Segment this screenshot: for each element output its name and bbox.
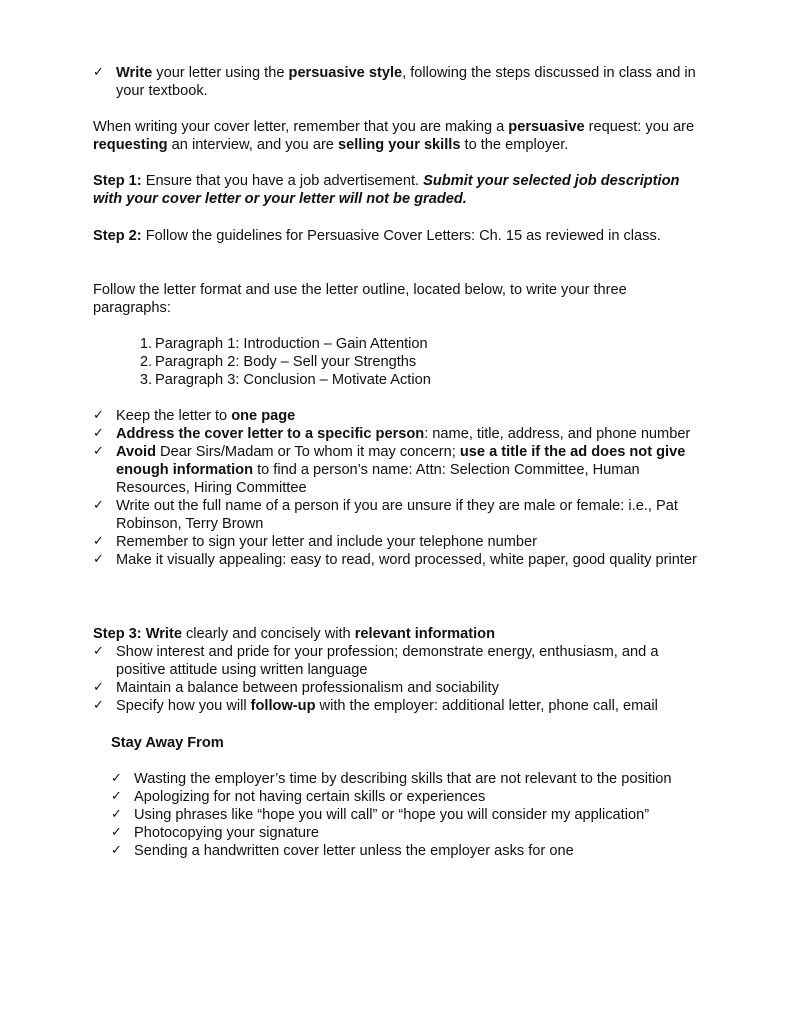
step-3-heading: Step 3: Write clearly and concisely with relevant information (93, 626, 496, 642)
check-icon: ✓ (111, 825, 122, 840)
check-item: ✓ Show interest and pride for your profession; demonstrate energy, enthusiasm, and a positive attitude using written language (93, 644, 659, 678)
step-2-paragraph: Step 2: Follow the guidelines for Persuasive Cover Letters: Ch. 15 as reviewed in class. (93, 228, 661, 244)
stay-away-heading: Stay Away From (111, 735, 224, 751)
check-icon: ✓ (93, 444, 104, 459)
check-icon: ✓ (93, 426, 104, 441)
check-item: ✓ Keep the letter to one page (93, 408, 296, 424)
step-3-label: Step 3: (93, 626, 142, 642)
step-1-paragraph: Step 1: Ensure that you have a job advertisement. Submit your selected job description with your cover letter or your letter will not be graded. (93, 173, 680, 207)
list-item: ✓ Sending a handwritten cover letter unless the employer asks for one (111, 843, 574, 859)
check-item: ✓ Avoid Dear Sirs/Madam or To whom it may concern; use a title if the ad does not give enough information to find a person’s name: Attn: Selection Committee, Human Resources, Hiring Committee (93, 444, 686, 496)
check-icon: ✓ (93, 534, 104, 549)
check-icon: ✓ (111, 843, 122, 858)
step-2-label: Step 2: (93, 228, 142, 244)
check-icon: ✓ (93, 644, 104, 659)
outline-item: 3. Paragraph 3: Conclusion – Motivate Action (139, 372, 431, 388)
list-item: ✓ Apologizing for not having certain skills or experiences (111, 789, 486, 805)
outline-item: 1. Paragraph 1: Introduction – Gain Attention (139, 336, 428, 352)
list-item: ✓ Wasting the employer’s time by describing skills that are not relevant to the position (111, 771, 672, 787)
check-item: ✓ Specify how you will follow-up with the employer: additional letter, phone call, email (93, 698, 658, 714)
intro-check-item: ✓ Write your letter using the persuasive style, following the steps discussed in class and in your textbook. (93, 65, 696, 99)
step-2-follow-paragraph: Follow the letter format and use the letter outline, located below, to write your three paragraphs: (93, 282, 627, 316)
check-icon: ✓ (93, 65, 104, 80)
check-icon: ✓ (111, 771, 122, 786)
outline-item: 2. Paragraph 2: Body – Sell your Strengths (139, 354, 417, 370)
list-item: ✓ Using phrases like “hope you will call” or “hope you will consider my application” (111, 807, 650, 823)
check-item: ✓ Address the cover letter to a specific person: name, title, address, and phone number (93, 426, 691, 442)
check-icon: ✓ (93, 552, 104, 567)
check-item: ✓ Remember to sign your letter and include your telephone number (93, 534, 538, 550)
check-icon: ✓ (93, 698, 104, 713)
list-item: ✓ Photocopying your signature (111, 825, 319, 841)
step-3-section (93, 625, 698, 715)
stay-away-list (111, 770, 698, 860)
outline-list (132, 335, 632, 389)
step-1-emphasis: Submit your selected job description with your cover letter or your letter will not be graded. (93, 173, 680, 207)
check-icon: ✓ (93, 498, 104, 513)
check-icon: ✓ (111, 789, 122, 804)
check-icon: ✓ (111, 807, 122, 822)
check-icon: ✓ (93, 680, 104, 695)
check-item: ✓ Write out the full name of a person if you are unsure if they are male or female: i.e., Pat Robinson, Terry Brown (93, 498, 678, 532)
check-item: ✓ Make it visually appealing: easy to read, word processed, white paper, good quality printer (93, 552, 697, 568)
check-icon: ✓ (93, 408, 104, 423)
step-2-checklist (93, 407, 698, 569)
step-1-label: Step 1: (93, 173, 142, 189)
check-item: ✓ Maintain a balance between professionalism and sociability (93, 680, 499, 696)
intro-paragraph: When writing your cover letter, remember that you are making a persuasive request: you are requesting an interview, and you are selling your skills to the employer. (93, 119, 695, 153)
